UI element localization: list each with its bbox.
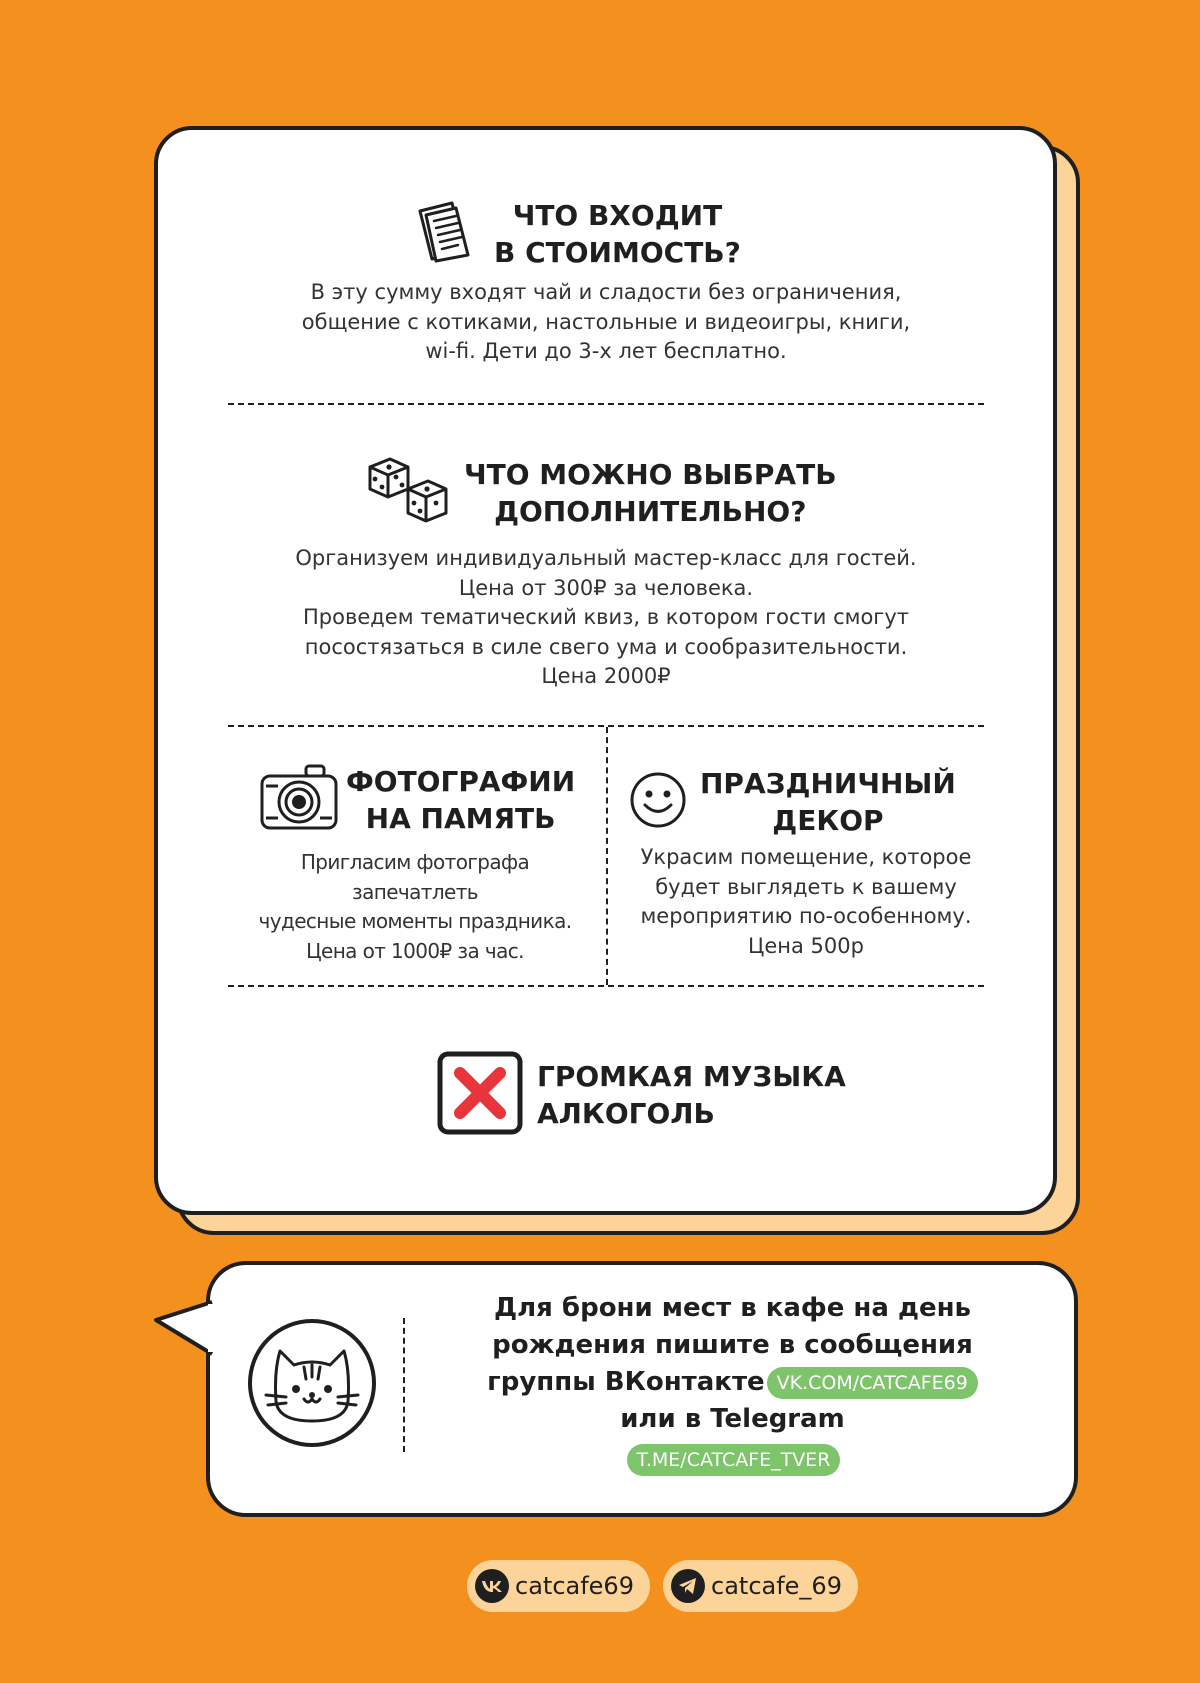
cta-line: или в Telegram [620, 1404, 845, 1434]
text-line: Цена от 1000₽ за час. [306, 938, 524, 963]
cta-line [430, 1364, 1035, 1401]
text-line: Пригласим фотографа [300, 850, 530, 874]
decor-text [614, 843, 998, 961]
included-header [412, 197, 741, 271]
text-line: Цена 2000₽ [541, 664, 671, 688]
photos-header [258, 762, 575, 838]
text-line: запечатлеть [352, 879, 478, 904]
cta-line: рождения пишите в сообщения [492, 1330, 973, 1360]
vk-social-badge[interactable] [467, 1560, 650, 1612]
smiley-icon [628, 770, 688, 834]
text-line: Цена от 300₽ за человека. [458, 575, 754, 600]
text-line: Цена 500р [748, 933, 864, 958]
extras-title: ЧТО МОЖНО ВЫБРАТЬ ДОПОЛНИТЕЛЬНО? [464, 458, 837, 528]
telegram-handle: catcafe_69 [711, 1572, 842, 1600]
photos-title: ФОТОГРАФИИ НА ПАМЯТЬ [346, 765, 576, 835]
text-line: будет выглядеть к вашему [655, 874, 957, 899]
text-line: В эту сумму входят чай и сладости без ограничения, [310, 280, 902, 304]
text-line: чудесные моменты праздника. [258, 909, 572, 933]
camera-icon [258, 762, 340, 838]
text-line: wi-fi. Дети до 3-х лет бесплатно. [425, 339, 787, 363]
forbidden-row [437, 1051, 846, 1139]
red-cross-icon [437, 1051, 523, 1139]
divider [228, 403, 984, 405]
text-line: Организуем индивидуальный мастер-класс для гостей. [295, 546, 917, 570]
text-line: общение с котиками, настольные и видеоигры, книги, [301, 309, 911, 334]
photos-text [236, 848, 594, 966]
booking-text [430, 1290, 1035, 1478]
extras-header [366, 455, 837, 531]
included-text [228, 278, 984, 367]
vk-link[interactable]: VK.COM/CATCAFE69 [767, 1367, 978, 1399]
vk-handle: catcafe69 [515, 1572, 634, 1600]
decor-header [628, 765, 956, 839]
telegram-icon [671, 1569, 705, 1603]
bubble-tail [150, 1298, 214, 1362]
included-title: ЧТО ВХОДИТ В СТОИМОСТЬ? [494, 199, 741, 269]
document-icon [412, 199, 478, 269]
vertical-divider [606, 727, 608, 985]
telegram-social-badge[interactable] [663, 1560, 858, 1612]
text-line: посостязаться в силе свего ума и сообразительности. [304, 634, 908, 659]
cta-vk-label: группы ВКонтакте [487, 1367, 765, 1397]
extras-text [228, 544, 984, 692]
text-line: Проведем тематический квиз, в котором гости смогут [303, 605, 909, 629]
decor-title: ПРАЗДНИЧНЫЙ ДЕКОР [700, 767, 956, 837]
telegram-link[interactable]: T.ME/CATCAFE_TVER [627, 1444, 841, 1476]
cta-line: Для брони мест в кафе на день [493, 1293, 971, 1323]
bubble-divider [403, 1318, 405, 1452]
cta-line [430, 1441, 1035, 1478]
vk-icon [475, 1569, 509, 1603]
forbidden-title: ГРОМКАЯ МУЗЫКА АЛКОГОЛЬ [537, 1060, 846, 1130]
cat-icon [246, 1317, 378, 1453]
text-line: мероприятию по-особенному. [640, 904, 972, 928]
dice-icon [366, 455, 452, 531]
divider [228, 985, 984, 987]
text-line: Украсим помещение, которое [640, 845, 972, 869]
